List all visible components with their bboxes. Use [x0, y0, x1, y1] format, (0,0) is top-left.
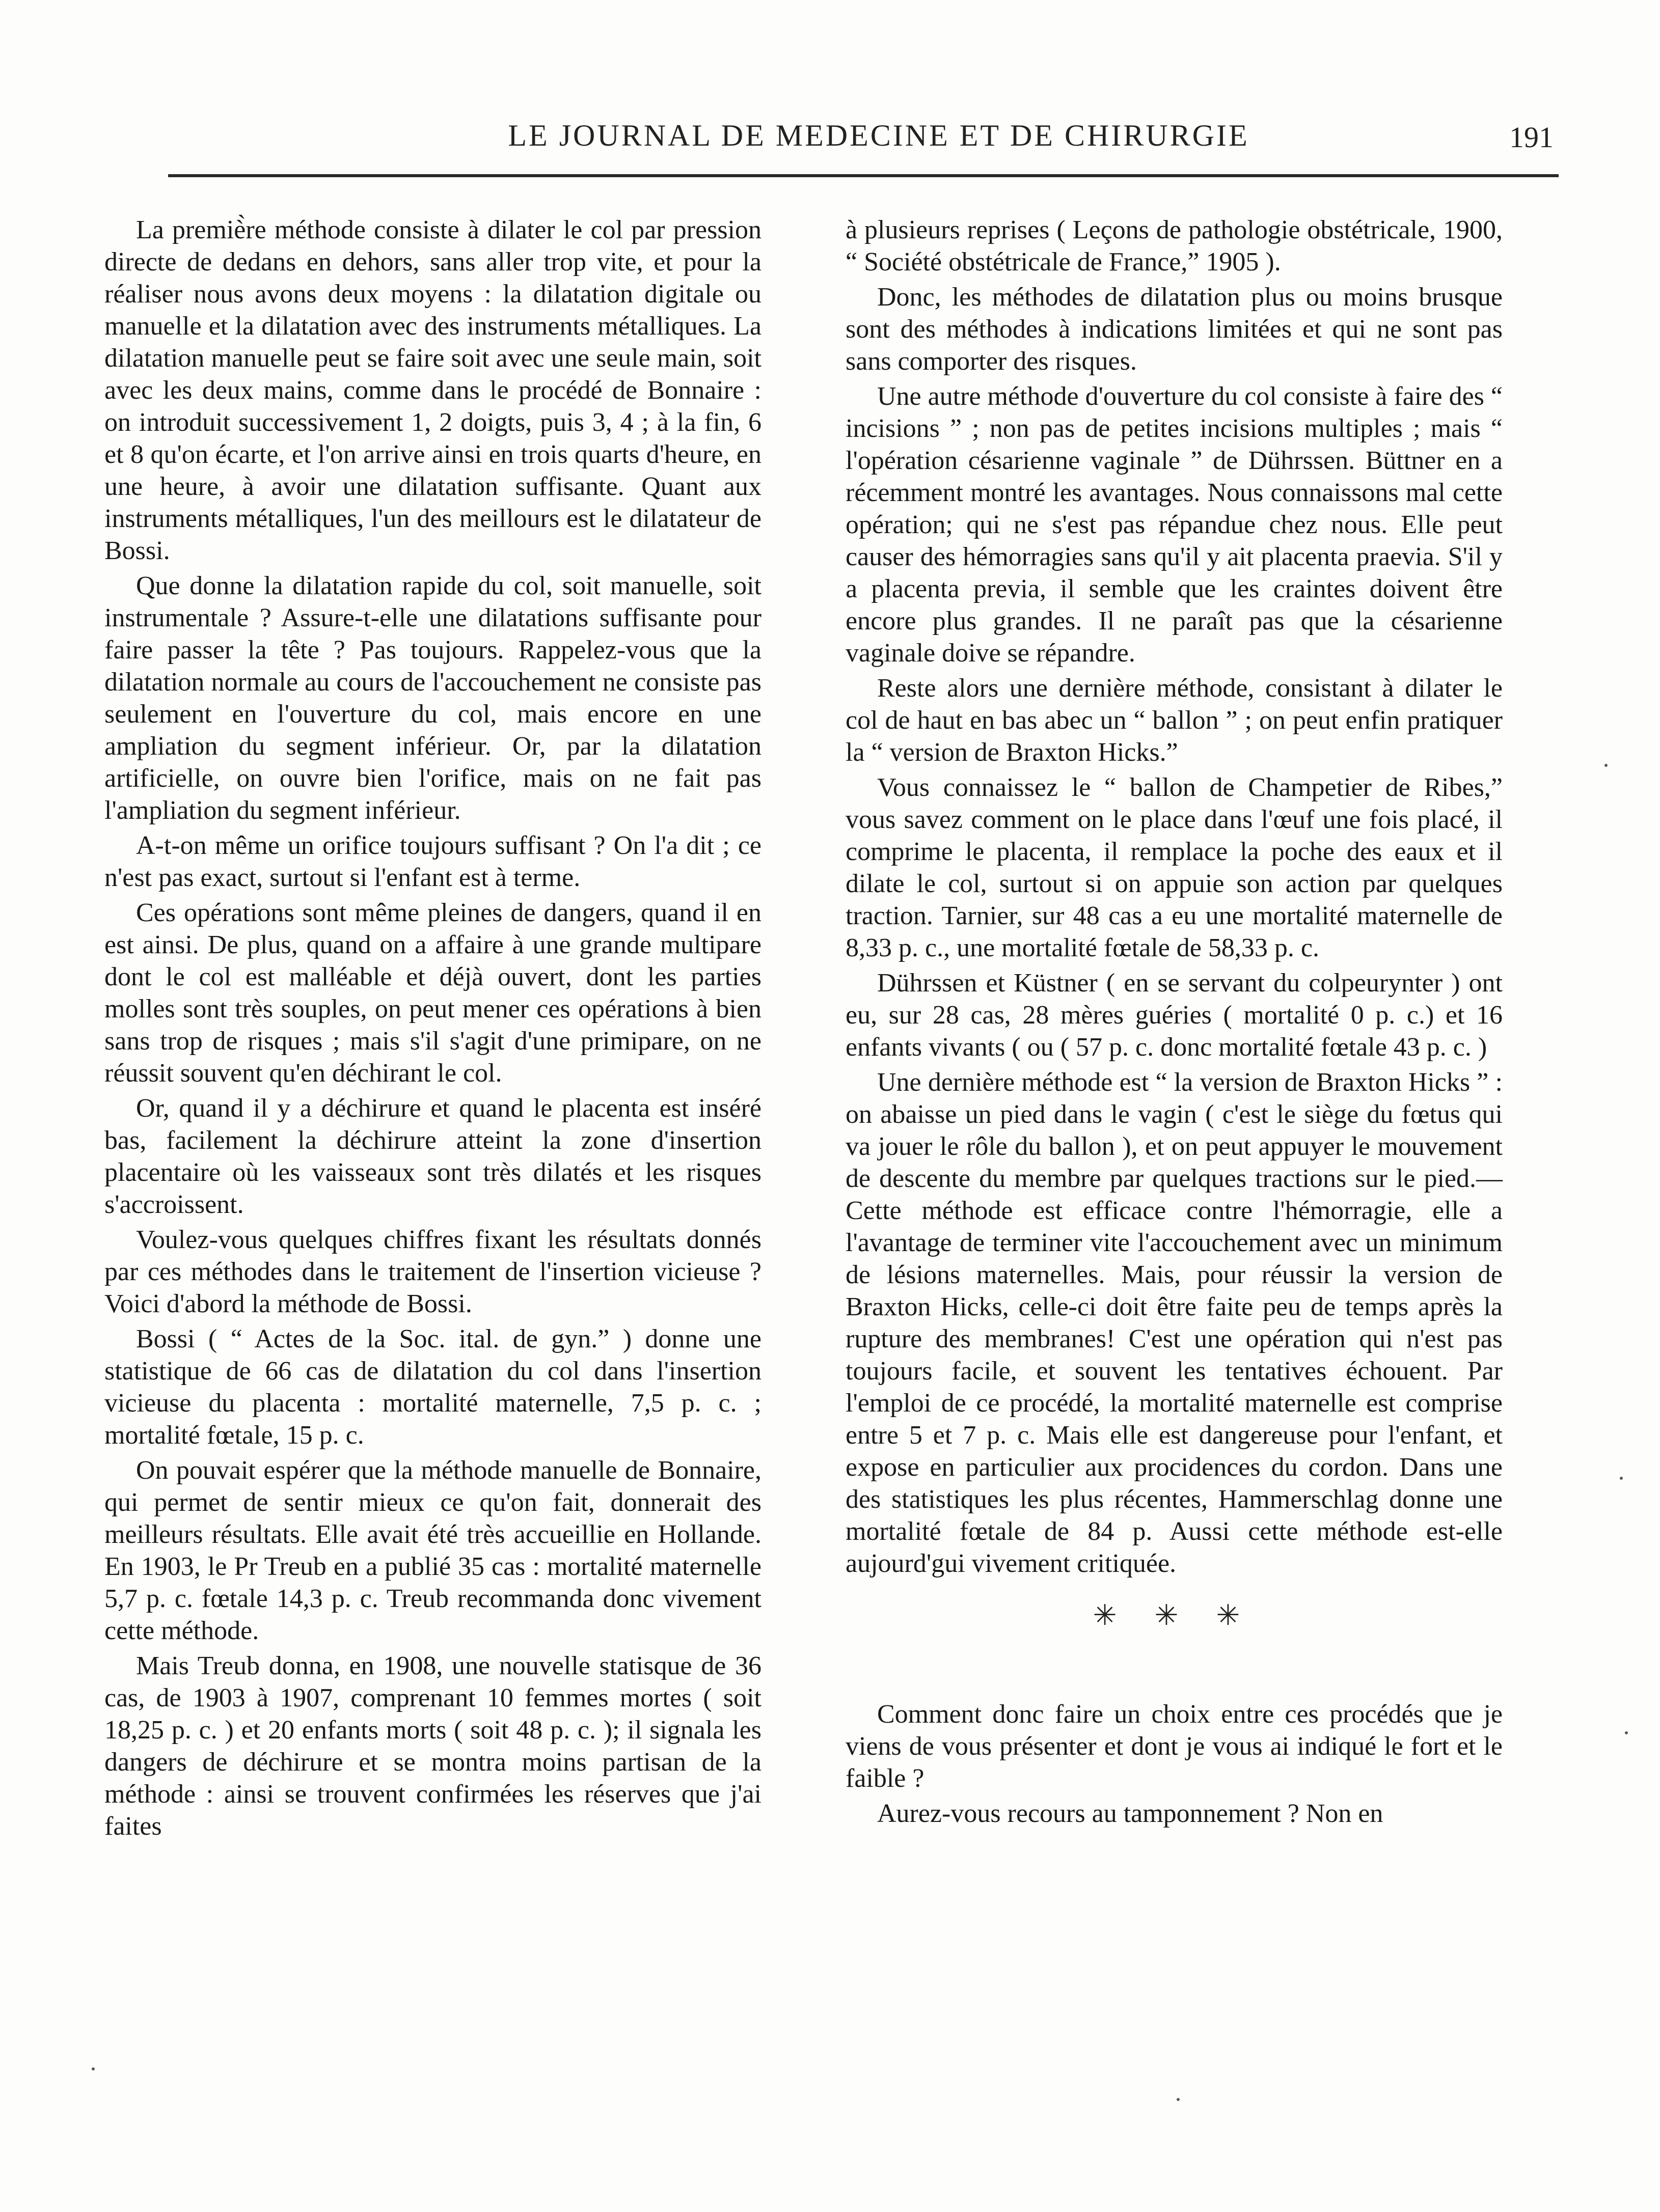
paper-speck	[1625, 1731, 1628, 1734]
paper-speck	[1620, 1477, 1623, 1480]
paragraph: Bossi ( “ Actes de la Soc. ital. de gyn.” ) donne une statistique de 66 cas de dilatation du col dans l'insertion vicieuse du placenta : mortalité maternelle, 7,5 p. c. ; mortalité fœtale, 15 p. c.	[104, 1324, 761, 1450]
paper-speck	[1604, 764, 1608, 767]
paragraph: Dührssen et Küstner ( en se servant du colpeurynter ) ont eu, sur 28 cas, 28 mères guéries ( mortalité 0 p. c.) et 16 enfants vivants ( ou ( 57 p. c. donc mortalité fœtale 43 p. c. )	[846, 969, 1503, 1062]
paragraph: à plusieurs reprises ( Leçons de pathologie obstétricale, 1900, “ Société obstétricale de France,” 1905 ).	[846, 215, 1503, 276]
paragraph: Ces opérations sont même pleines de dangers, quand il en est ainsi. De plus, quand on a affaire à une grande multipare dont le col est malléable et déjà ouvert, dont les parties molles sont très souples, on peut mener ces opérations à bien sans trop de risques ; mais s'il s'agit d'une primipare, on ne réussit souvent qu'en déchirant le col.	[104, 898, 761, 1088]
paragraph: Donc, les méthodes de dilatation plus ou moins brusque sont des méthodes à indications limitées et qui ne sont pas sans comporter des risques.	[846, 283, 1503, 376]
paragraph: La premiè̀re méthode consiste à dilater le col par pression directe de dedans en dehors, sans aller trop vite, et pour la réaliser nous avons deux moyens : la dilatation digitale ou manuelle et la dilatation avec des instruments métalliques. La dilatation manuelle peut se faire soit avec une seule main, soit avec les deux mains, comme dans le procédé de Bonnaire : on introduit successivement 1, 2 doigts, puis 3, 4 ; à la fin, 6 et 8 qu'on écarte, et l'on arrive ainsi en trois quarts d'heure, en une heure, à avoir une dilatation suffisante. Quant aux instruments métalliques, l'un des meillours est le dilatateur de Bossi.	[104, 215, 761, 565]
left-column	[104, 214, 761, 1845]
paragraph: Aurez-vous recours au tamponnement ? Non en	[877, 1799, 1383, 1828]
paragraph: Or, quand il y a déchirure et quand le placenta est inséré bas, facilement la déchirure atteint la zone d'insertion placentaire où les vaisseaux sont très dilatés et les risques s'accroissent.	[104, 1094, 761, 1219]
paragraph: Vous connaissez le “ ballon de Champetier de Ribes,” vous savez comment on le place dans l'œuf une fois placé, il comprime le placenta, il remplace la poche des eaux et il dilate le col, surtout si on appuie son action par quelques traction. Tarnier, sur 48 cas a eu une mortalité maternelle de 8,33 p. c., une mortalité fœtale de 58,33 p. c.	[846, 773, 1503, 962]
paragraph: Comment donc faire un choix entre ces procédés que je viens de vous présenter et dont je vous ai indiqué le fort et le faible ?	[846, 1700, 1503, 1793]
paragraph: Mais Treub donna, en 1908, une nouvelle statisque de 36 cas, de 1903 à 1907, comprenant 10 femmes mortes ( soit 18,25 p. c. ) et 20 enfants morts ( soit 48 p. c. ); il signala les dangers de déchirure et se montra moins partisan de la méthode : ainsi se trouvent confirmées les réserves que j'ai faites	[104, 1651, 761, 1841]
page-number: 191	[1509, 121, 1554, 154]
paragraph: On pouvait espérer que la méthode manuelle de Bonnaire, qui permet de sentir mieux ce qu'on fait, donnerait des meilleurs résultats. Elle avait été très accueillie en Hollande. En 1903, le Pr Treub en a publié 35 cas : mortalité maternelle 5,7 p. c. fœtale 14,3 p. c. Treub recommanda donc vivement cette méthode.	[104, 1456, 761, 1645]
paragraph: Une autre méthode d'ouverture du col consiste à faire des “ incisions ” ; non pas de petites incisions multiples ; mais “ l'opération césarienne vaginale ” de Dührssen. Büttner en a récemment montré les avantages. Nous connaissons mal cette opération; qui ne s'est pas répandue chez nous. Elle peut causer des hémorragies sans qu'il y ait placenta praevia. S'il y a placenta previa, il semble que les craintes doivent être encore plus grandes. Il ne paraît pas que la césarienne vaginale doive se répandre.	[846, 382, 1503, 668]
paragraph: A-t-on même un orifice toujours suffisant ? On l'a dit ; ce n'est pas exact, surtout si l'enfant est à terme.	[104, 831, 761, 892]
paragraph: Une dernière méthode est “ la version de Braxton Hicks ” : on abaisse un pied dans le vagin ( c'est le siège du fœtus qui va jouer le rôle du ballon ), et on peut appuyer le mouvement de descente du membre par quelques tractions sur le pied.— Cette méthode est efficace contre l'hémorragie, elle a l'avantage de terminer vite l'accouchement avec un minimum de lésions maternelles. Mais, pour réussir la version de Braxton Hicks, celle-ci doit être faite peu de temps après la rupture des membranes! C'est une opération qui n'est pas toujours facile, et souvent les tentatives échouent. Par l'emploi de ce procédé, la mortalité maternelle est comprise entre 5 et 7 p. c. Mais elle est dangereuse pour l'enfant, et expose en particulier aux procidences du cordon. Dans une des statistiques les plus récentes, Hammerschlag donne une mortalité fœtale de 84 p. Aussi cette méthode est-elle aujourd'gui vivement critiquée.	[846, 1068, 1503, 1578]
paper-speck	[1177, 2098, 1180, 2101]
paragraph: Que donne la dilatation rapide du col, soit manuelle, soit instrumentale ? Assure-t-elle une dilatations suffisante pour faire passer la tête ? Pas toujours. Rappelez-vous que la dilatation normale au cours de l'accouchement ne consiste pas seulement en l'ouverture du col, mais encore en une ampliation du segment inférieur. Or, par la dilatation artificielle, on ouvre bien l'orifice, mais on ne fait pas l'ampliation du segment inférieur.	[104, 571, 761, 825]
section-separator: ✳ ✳ ✳	[1093, 1600, 1256, 1632]
paragraph: Voulez-vous quelques chiffres fixant les résultats donnés par ces méthodes dans le traitement de l'insertion vicieuse ? Voici d'abord la méthode de Bossi.	[104, 1225, 761, 1318]
paragraph: Reste alors une dernière méthode, consistant à dilater le col de haut en bas abec un “ ballon ” ; on peut enfin pratiquer la “ version de Braxton Hicks.”	[846, 674, 1503, 767]
right-column	[846, 214, 1503, 1833]
running-head: LE JOURNAL DE MEDECINE ET DE CHIRURGIE	[508, 119, 1249, 152]
header-rule	[168, 174, 1559, 177]
paper-speck	[92, 2067, 95, 2070]
